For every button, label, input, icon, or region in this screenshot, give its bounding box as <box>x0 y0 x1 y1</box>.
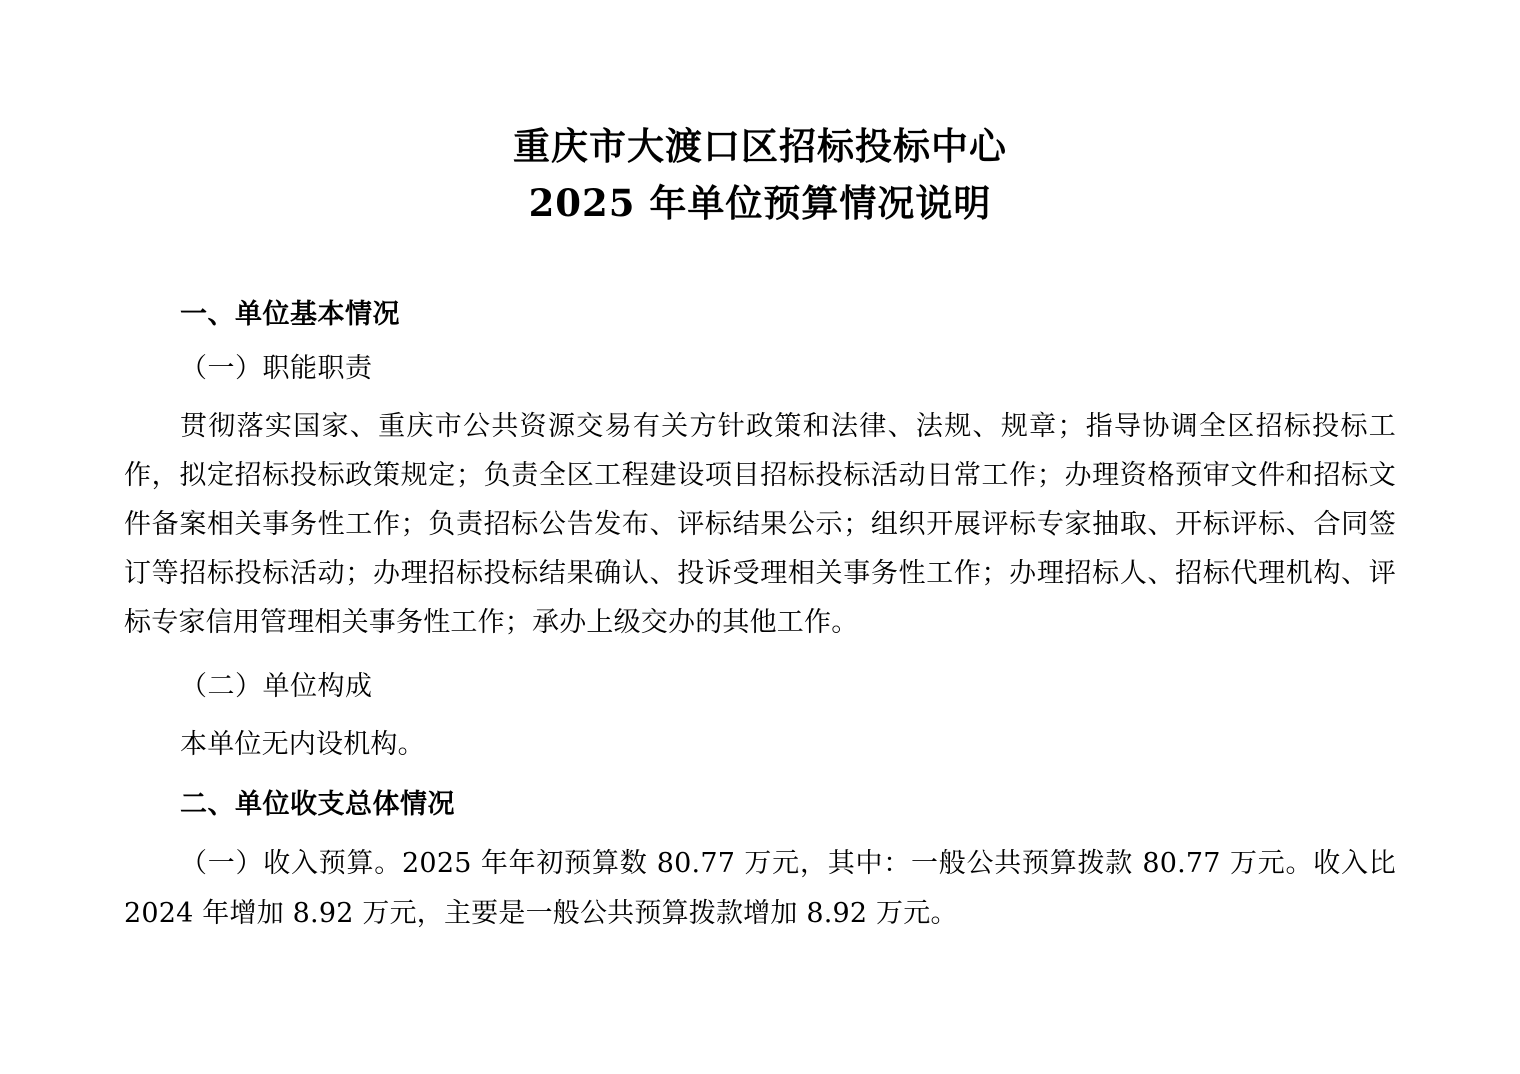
paragraph-1-2: 本单位无内设机构。 <box>180 728 425 760</box>
sub-heading-1-1: （一）职能职责 <box>180 353 373 385</box>
paragraph-spacer-1 <box>124 657 1396 667</box>
section-heading-1: 一、单位基本情况 <box>180 298 400 330</box>
page-title-line-1: 重庆市大渡口区招标投标中心 <box>513 124 1007 168</box>
page-title <box>124 118 1396 233</box>
title-spacer <box>124 233 1396 295</box>
paragraph-1-1: 贯彻落实国家、重庆市公共资源交易有关方针政策和法律、法规、规章；指导协调全区招标投标工作，拟定招标投标政策规定；负责全区工程建设项目招标投标活动日常工作；办理资格预审文件和招标文件备案相关事务性工作；负责招标公告发布、评标结果公示；组织开展评标专家抽取、开标评标、合同签订等招标投标活动；办理招标投标结果确认、投诉受理相关事务性工作；办理招标人、招标代理机构、评标专家信用管理相关事务性工作；承办上级交办的其他工作。 <box>124 410 1396 639</box>
sub-heading-1-2: （二）单位构成 <box>180 671 373 703</box>
paragraph-2-1: （一）收入预算。2025 年年初预算数 80.77 万元，其中：一般公共预算拨款 80.77 万元。收入比 2024 年增加 8.92 万元，主要是一般公共预算拨款增加 8.92 万元。 <box>124 848 1396 929</box>
page-title-line-2: 2025 年单位预算情况说明 <box>528 181 992 226</box>
section-heading-2: 二、单位收支总体情况 <box>180 788 455 820</box>
